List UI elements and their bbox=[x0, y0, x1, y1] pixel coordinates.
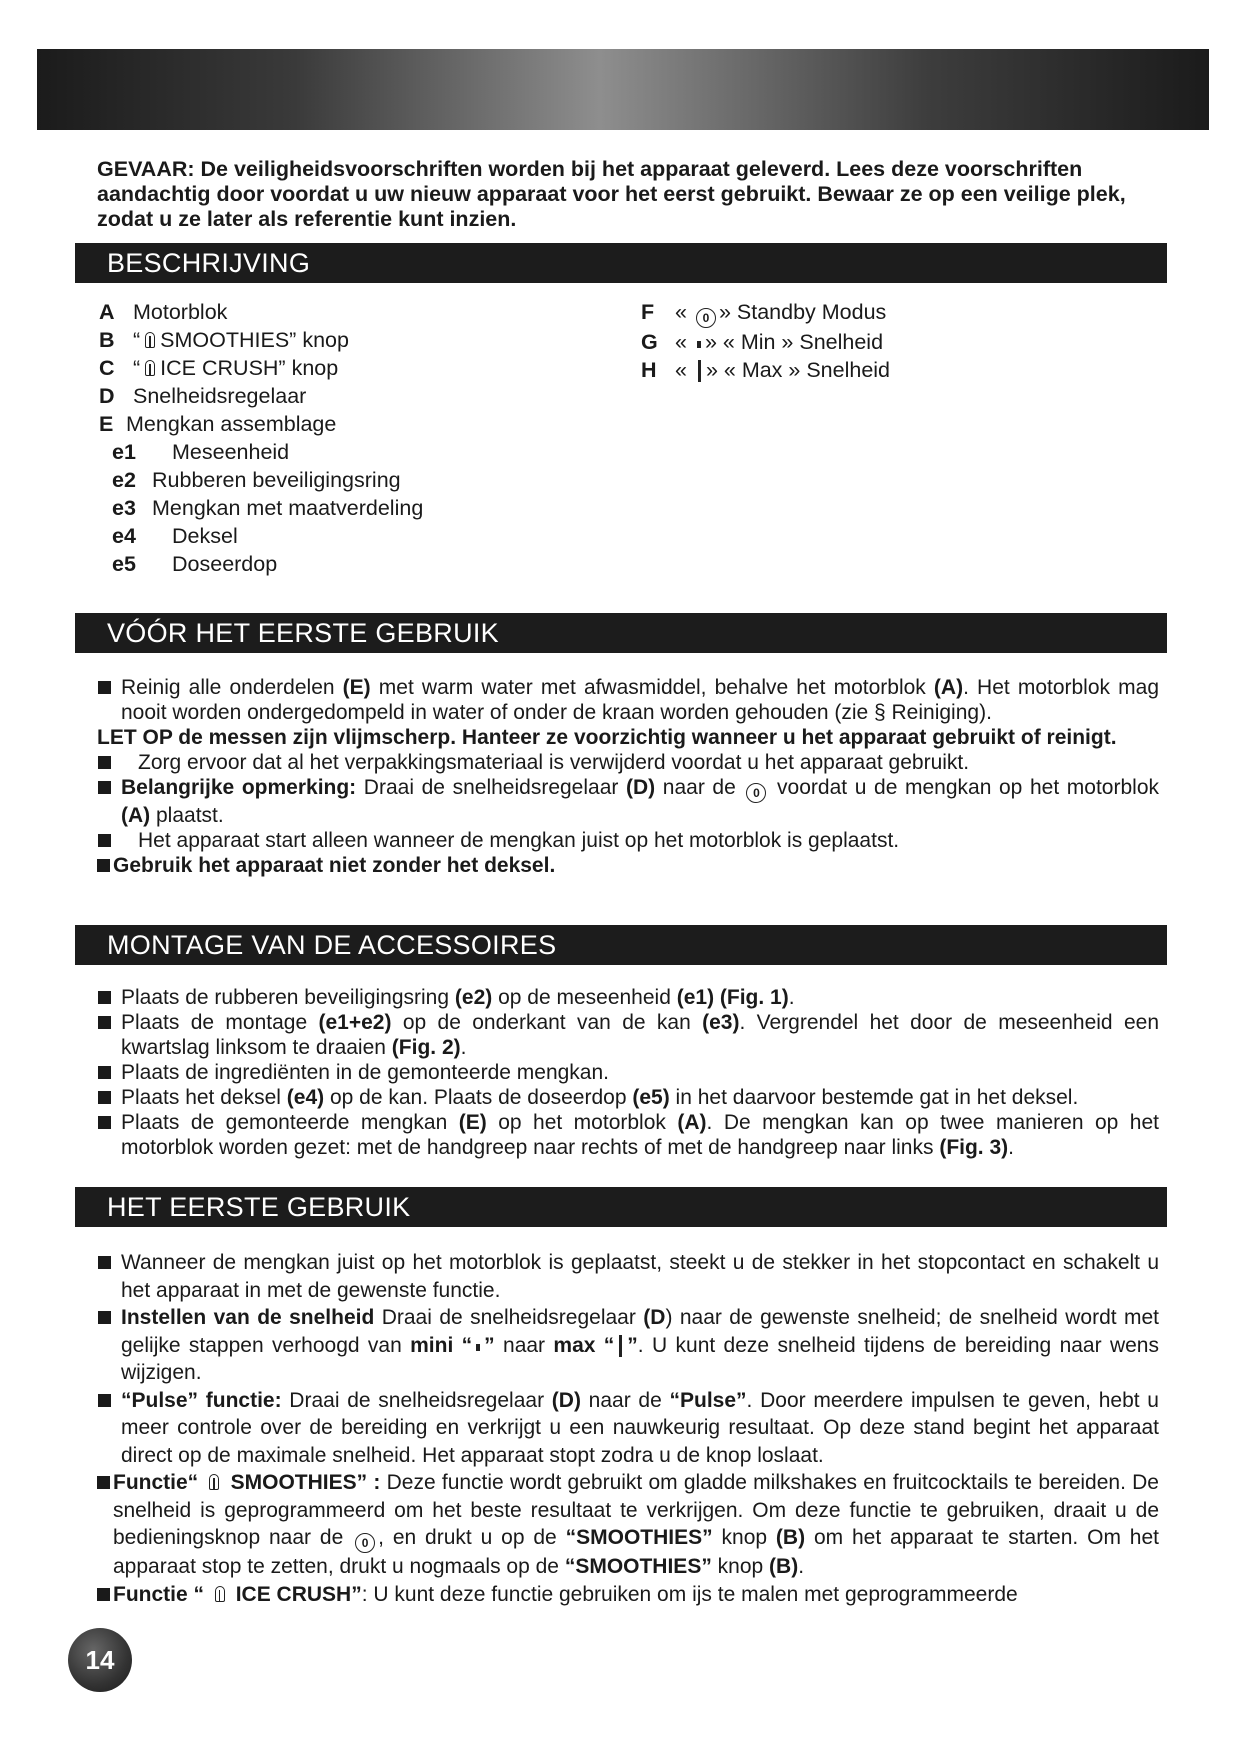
standby-zero-icon: 0 bbox=[355, 1533, 375, 1553]
bullet-icon bbox=[98, 681, 111, 694]
eerste-item-4: Functie“ SMOOTHIES” : Deze functie wordt gebruikt om gladde milkshakes en fruitcocktails te bereiden. De snelheid is geprogrammeerd om het beste resultaat te verkrijgen. Om deze functie te gebruiken, draait u de bedieningsknop naar de 0 , en drukt u op de “SMOOTHIES” knop (B) om het apparaat te starten. Om het apparaat stop te zetten, drukt u nogmaals op de “SMOOTHIES” knop (B). bbox=[97, 1469, 1159, 1581]
montage-item-5: Plaats de gemonteerde mengkan (E) op het motorblok (A). De mengkan kan op twee manieren op het motorblok worden gezet: met de handgreep naar rechts of met de handgreep naar links (Fig. 3). bbox=[97, 1110, 1159, 1160]
standby-zero-icon: 0 bbox=[746, 783, 766, 803]
standby-zero-icon: 0 bbox=[696, 308, 716, 328]
desc-item-h: H « » « Max » Snelheid bbox=[641, 358, 891, 382]
bullet-icon bbox=[98, 1256, 111, 1269]
blade-icon bbox=[143, 358, 157, 378]
blade-icon bbox=[143, 330, 157, 350]
desc-item-b: B “ SMOOTHIES” knop bbox=[99, 328, 349, 352]
desc-item-e1: e1 Meseenheid bbox=[112, 440, 290, 464]
montage-item-3: Plaats de ingrediënten in de gemonteerde mengkan. bbox=[97, 1060, 1159, 1085]
montage-item-4: Plaats het deksel (e4) op de kan. Plaats de doseerdop (e5) in het daarvoor bestemde gat in het deksel. bbox=[97, 1085, 1159, 1110]
desc-item-e4: e4 Deksel bbox=[112, 524, 238, 548]
bullet-icon bbox=[98, 1016, 111, 1029]
blade-icon bbox=[207, 1472, 221, 1492]
desc-item-f: F « 0 » Standby Modus bbox=[641, 298, 890, 328]
desc-item-a: A Motorblok bbox=[99, 300, 228, 324]
voor-letop: LET OP de messen zijn vlijmscherp. Hanteer ze voorzichtig wanneer u het apparaat gebruikt of reinigt. bbox=[97, 726, 1117, 749]
max-speed-icon bbox=[619, 1335, 622, 1357]
blade-icon bbox=[213, 1584, 227, 1604]
eerste-content bbox=[97, 1249, 1159, 1608]
eerste-item-3: “Pulse” functie: Draai de snelheidsregelaar (D) naar de “Pulse”. Door meerdere impulsen te geven, hebt u meer controle over de bereiding en verkrijgt u een nauwkeurig resultaat. Op deze stand begint het apparaat direct op de maximale snelheid. Het apparaat stopt zodra u de knop loslaat. bbox=[97, 1387, 1159, 1470]
bullet-icon bbox=[97, 1588, 110, 1601]
bullet-icon bbox=[98, 1311, 111, 1324]
desc-item-g: G « » « Min » Snelheid bbox=[641, 330, 884, 354]
bullet-icon bbox=[98, 834, 111, 847]
eerste-item-5: Functie “ ICE CRUSH”: U kunt deze functie gebruiken om ijs te malen met geprogrammeerde bbox=[97, 1581, 1159, 1609]
min-speed-icon bbox=[476, 1344, 480, 1351]
voor-item-1: Reinig alle onderdelen (E) met warm water met afwasmiddel, behalve het motorblok (A). Het motorblok mag nooit worden ondergedompeld in water of onder de kraan worden gehouden (zie § Reiniging). bbox=[97, 675, 1159, 725]
voor-item-4: Het apparaat start alleen wanneer de mengkan juist op het motorblok is geplaatst. bbox=[97, 828, 1159, 853]
eerste-item-2: Instellen van de snelheid Draai de snelheidsregelaar (D) naar de gewenste snelheid; de snelheid wordt met gelijke stappen verhoogd van mini “ ” naar max “ ”. U kunt deze snelheid tijdens de bereiding naar wens wijzigen. bbox=[97, 1304, 1159, 1387]
description-list-right bbox=[641, 298, 890, 384]
section-het-eerste-gebruik: HET EERSTE GEBRUIK bbox=[75, 1187, 1167, 1227]
montage-item-1: Plaats de rubberen beveiligingsring (e2) op de meseenheid (e1) (Fig. 1). bbox=[97, 985, 1159, 1010]
bullet-icon bbox=[97, 1476, 110, 1489]
max-speed-icon bbox=[698, 360, 701, 382]
desc-item-c: C “ ICE CRUSH” knop bbox=[99, 356, 339, 380]
bullet-icon bbox=[98, 756, 111, 769]
bullet-icon bbox=[98, 1116, 111, 1129]
bullet-icon bbox=[98, 1091, 111, 1104]
desc-item-e: E Mengkan assemblage bbox=[99, 412, 337, 436]
section-montage: MONTAGE VAN DE ACCESSOIRES bbox=[75, 925, 1167, 965]
desc-item-e5: e5 Doseerdop bbox=[112, 552, 278, 576]
section-voor-het-eerste-gebruik: VÓÓR HET EERSTE GEBRUIK bbox=[75, 613, 1167, 653]
voor-item-5: Gebruik het apparaat niet zonder het deksel. bbox=[97, 853, 1159, 878]
eerste-item-1: Wanneer de mengkan juist op het motorblok is geplaatst, steekt u de stekker in het stopcontact en schakelt u het apparaat in met de gewenste functie. bbox=[97, 1249, 1159, 1304]
bullet-icon bbox=[98, 781, 111, 794]
min-speed-icon bbox=[697, 341, 701, 348]
bullet-icon bbox=[97, 859, 110, 872]
bullet-icon bbox=[98, 1066, 111, 1079]
desc-item-e3: e3 Mengkan met maatverdeling bbox=[112, 496, 424, 520]
voor-item-2: Zorg ervoor dat al het verpakkingsmateriaal is verwijderd voordat u het apparaat gebruikt. bbox=[97, 750, 1159, 775]
voor-content bbox=[97, 675, 1159, 878]
bullet-icon bbox=[98, 1394, 111, 1407]
voor-item-3: Belangrijke opmerking: Draai de snelheidsregelaar (D) naar de 0 voordat u de mengkan op het motorblok (A) plaatst. bbox=[97, 775, 1159, 828]
desc-item-d: D Snelheidsregelaar bbox=[99, 384, 307, 408]
page-number: 14 bbox=[68, 1628, 132, 1692]
header-banner bbox=[37, 49, 1209, 130]
montage-content bbox=[97, 985, 1159, 1160]
safety-warning: GEVAAR: De veiligheidsvoorschriften worden bij het apparaat geleverd. Lees deze voorschriften aandachtig door voordat u uw nieuw apparaat voor het eerst gebruikt. Bewaar ze op een veilige plek, zodat u ze later als referentie kunt inzien. bbox=[97, 157, 1126, 231]
section-beschrijving: BESCHRIJVING bbox=[75, 243, 1167, 283]
montage-item-2: Plaats de montage (e1+e2) op de onderkant van de kan (e3). Vergrendel het door de meseenheid een kwartslag linksom te draaien (Fig. 2). bbox=[97, 1010, 1159, 1060]
description-list-left bbox=[99, 298, 423, 578]
desc-item-e2: e2 Rubberen beveiligingsring bbox=[112, 468, 401, 492]
bullet-icon bbox=[98, 991, 111, 1004]
